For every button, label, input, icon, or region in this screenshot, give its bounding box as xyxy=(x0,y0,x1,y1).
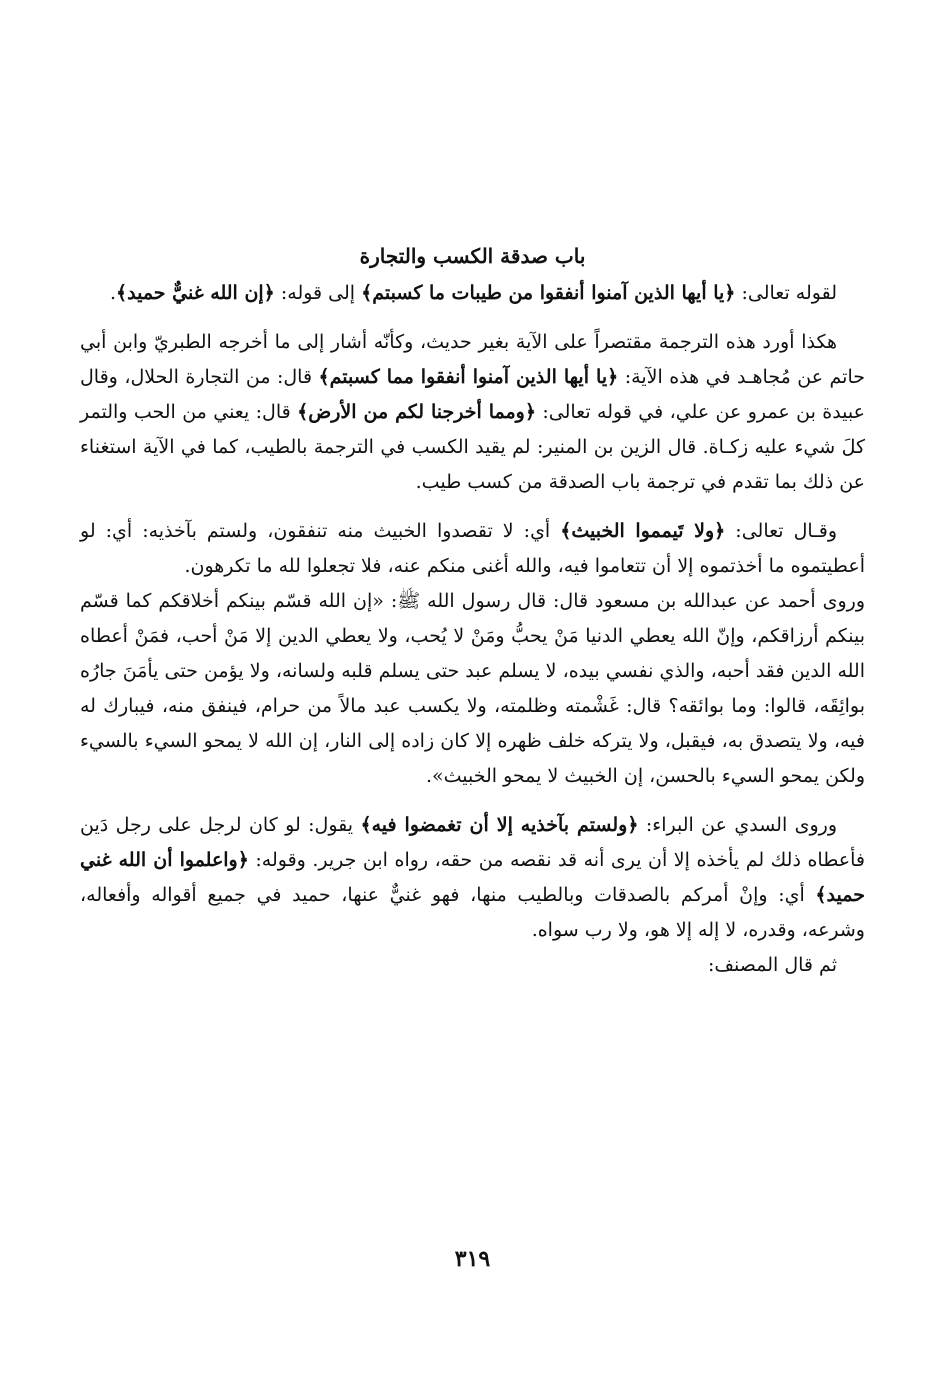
text-run: وروى السدي عن البراء: xyxy=(638,814,838,836)
text-run: أي: وإنْ أمركم بالصدقات وبالطيب منها، فهو غنيٌّ عنها، حميد في جميع أقواله وأفعاله، وشرعه، وقدره، لا إله إلا هو، ولا رب سواه. xyxy=(80,884,865,941)
text-run: أي: لا تقصدوا الخبيث منه تنفقون، ولستم بآخذيه: أي: لو أعطيتموه ما أخذتموه إلا أن تتعاموا فيه، والله أغنى منكم عنه، فلا تجعلوا لله ما تكرهون. xyxy=(80,520,865,577)
quran-quote: ﴿واعلموا أن الله غني حميد﴾ xyxy=(80,849,865,906)
text-run: قال: يعني من الحب والتمر كلَ شيء عليه زكـاة. قال الزين بن المنير: لم يقيد الكسب في الترجمة بالطيب، كما في الآية استغناء عن ذلك بما تقدم في ترجمة باب الصدقة من كسب طيب. xyxy=(80,401,865,493)
paragraph-commentary xyxy=(80,325,865,500)
paragraph-quran-verse xyxy=(80,276,865,311)
quran-quote: ﴿ولستم بآخذيه إلا أن تغمضوا فيه﴾ xyxy=(360,814,639,836)
text-run: وقـال تعالى: xyxy=(725,520,837,542)
quran-quote: ﴿إن الله غنيٌّ حميد﴾ xyxy=(115,282,275,304)
text-run: وروى أحمد عن عبدالله بن مسعود قال: قال رسول الله ﷺ: «إن الله قسّم بينكم أخلاقكم كما قسّم بينكم أرزاقكم، وإنّ الله يعطي الدنيا مَنْ يحبُّ ومَنْ لا يُحب، ولا يعطي الدين إلا مَنْ أحب، فمَنْ أعطاه الله الدين فقد أحبه، والذي نفسي بيده، لا يسلم عبد حتى يسلم قلبه ولسانه، ولا يؤمن حتى يأمَنَ جارُه بوائِقَه، قالوا: وما بوائقه؟ قال: غَشْمته وظلمته، ولا يكسب عبد مالاً من حرام، فينفق منه، فيبارك له فيه، ولا يتصدق به، فيقبل، ولا يتركه خلف ظهره إلا كان زاده إلى النار، إن الله لا يمحو السيء بالسيء ولكن يمحو السيء بالحسن، إن الخبيث لا يمحو الخبيث». xyxy=(80,590,865,787)
text-run: إلى قوله: xyxy=(274,282,362,304)
page-body xyxy=(80,240,865,983)
page-number: ٣١٩ xyxy=(454,1246,491,1272)
text-run: لقوله تعالى: xyxy=(735,282,837,304)
paragraph-hadith xyxy=(80,584,865,794)
quran-quote: ﴿يا أيها الذين آمنوا أنفقوا من طيبات ما كسبتم﴾ xyxy=(361,282,736,304)
text-run: يقول: لو كان لرجل على رجل دَين فأعطاه ذلك لم يأخذه إلا أن يرى أنه قد نقصه من حقه، رواه ابن جرير. وقوله: xyxy=(80,814,865,871)
text-run: هكذا أورد هذه الترجمة مقتصراً على الآية بغير حديث، وكأنّه أشار إلى ما أخرجه الطبريّ وابن أبي حاتم عن مُجاهـد في هذه الآية: xyxy=(80,331,865,388)
paragraph-suddi xyxy=(80,808,865,948)
chapter-heading: باب صدقة الكسب والتجارة xyxy=(359,244,586,268)
text-run: قال: من التجارة الحلال، وقال عبيدة بن عمرو عن علي، في قوله تعالى: xyxy=(80,366,865,423)
quran-quote: ﴿ومما أخرجنا لكم من الأرض﴾ xyxy=(297,401,536,423)
paragraph-author-note: ثم قال المصنف: xyxy=(707,954,837,976)
paragraph-khabith xyxy=(80,514,865,584)
text-run: . xyxy=(109,282,116,304)
quran-quote: ﴿يا أيها الذين آمنوا أنفقوا مما كسبتم﴾ xyxy=(318,366,619,388)
quran-quote: ﴿ولا تَيمموا الخبيث﴾ xyxy=(560,520,726,542)
